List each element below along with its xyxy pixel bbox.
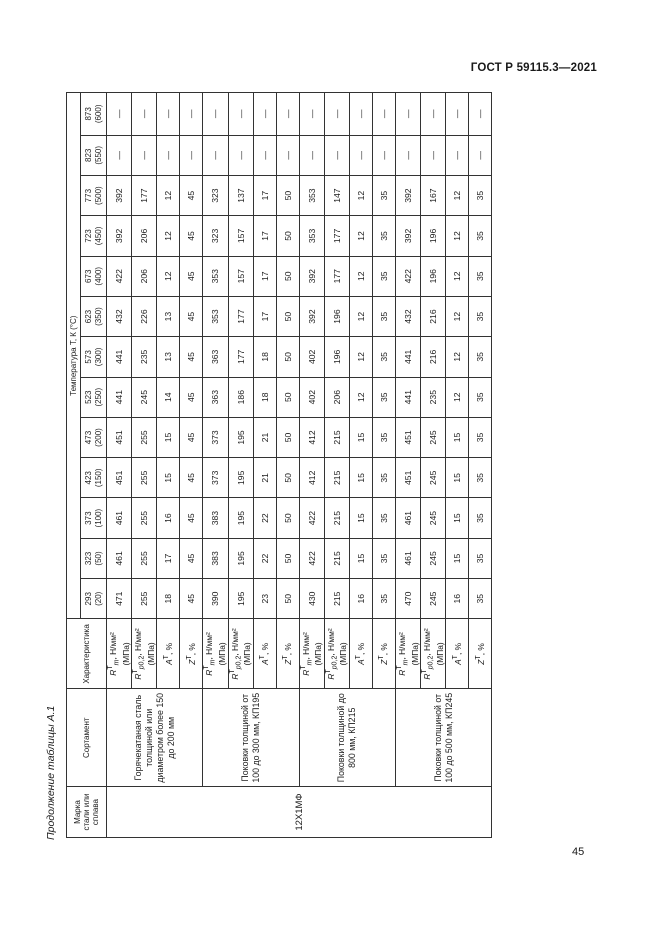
value-cell: 353 bbox=[299, 216, 324, 256]
value-cell: 392 bbox=[107, 216, 132, 256]
value-cell: 12 bbox=[157, 216, 180, 256]
value-cell: 21 bbox=[253, 417, 276, 457]
grade-cell: 12Х1МФ bbox=[107, 787, 492, 838]
value-cell: 245 bbox=[421, 417, 446, 457]
value-cell: 235 bbox=[132, 337, 157, 377]
value-cell: 14 bbox=[157, 377, 180, 417]
characteristic-cell: $R^T_m$, Н/мм² (МПа) bbox=[107, 619, 132, 689]
value-cell: — bbox=[396, 135, 421, 175]
value-cell: 215 bbox=[324, 538, 349, 578]
value-cell: 195 bbox=[228, 458, 253, 498]
value-cell: 16 bbox=[446, 579, 469, 619]
value-cell: 353 bbox=[203, 296, 228, 336]
value-cell: 15 bbox=[446, 417, 469, 457]
value-cell: 13 bbox=[157, 296, 180, 336]
value-cell: 15 bbox=[446, 458, 469, 498]
page-number: 45 bbox=[572, 846, 585, 858]
value-cell: 35 bbox=[469, 175, 492, 215]
characteristic-cell: $R^T_{p0,2}$, Н/мм² (МПа) bbox=[228, 619, 253, 689]
value-cell: 50 bbox=[276, 216, 299, 256]
value-cell: 215 bbox=[324, 579, 349, 619]
value-cell: 471 bbox=[107, 579, 132, 619]
value-cell: 45 bbox=[180, 256, 203, 296]
table-caption: Продолжение таблицы А.1 bbox=[45, 705, 57, 840]
characteristic-cell: $A^T$, % bbox=[157, 619, 180, 689]
temperature-header: 423 (150) bbox=[81, 458, 107, 498]
value-cell: 195 bbox=[228, 498, 253, 538]
value-cell: 12 bbox=[350, 296, 373, 336]
value-cell: 432 bbox=[396, 296, 421, 336]
value-cell: 451 bbox=[107, 458, 132, 498]
value-cell: 15 bbox=[350, 498, 373, 538]
value-cell: — bbox=[299, 135, 324, 175]
standard-header: ГОСТ Р 59115.3—2021 bbox=[470, 62, 597, 74]
temperature-header: 573 (300) bbox=[81, 337, 107, 377]
value-cell: 17 bbox=[253, 296, 276, 336]
value-cell: 50 bbox=[276, 538, 299, 578]
characteristic-cell: $R^T_m$, Н/мм² (МПа) bbox=[203, 619, 228, 689]
temperature-header: 293 (20) bbox=[81, 579, 107, 619]
characteristic-cell: $A^T$, % bbox=[350, 619, 373, 689]
value-cell: — bbox=[421, 93, 446, 136]
value-cell: 35 bbox=[469, 256, 492, 296]
value-cell: 451 bbox=[396, 417, 421, 457]
value-cell: 196 bbox=[421, 216, 446, 256]
value-cell: 45 bbox=[180, 538, 203, 578]
header-grade: Марка стали или сплава bbox=[67, 787, 107, 838]
value-cell: 15 bbox=[350, 417, 373, 457]
value-cell: 45 bbox=[180, 216, 203, 256]
value-cell: 390 bbox=[203, 579, 228, 619]
value-cell: 50 bbox=[276, 498, 299, 538]
value-cell: 392 bbox=[299, 296, 324, 336]
value-cell: 255 bbox=[132, 458, 157, 498]
value-cell: 195 bbox=[228, 417, 253, 457]
table-row bbox=[203, 93, 228, 838]
value-cell: 45 bbox=[180, 337, 203, 377]
value-cell: 21 bbox=[253, 458, 276, 498]
characteristic-cell: $A^T$, % bbox=[253, 619, 276, 689]
value-cell: 12 bbox=[350, 175, 373, 215]
value-cell: 45 bbox=[180, 579, 203, 619]
value-cell: — bbox=[203, 135, 228, 175]
value-cell: 216 bbox=[421, 296, 446, 336]
value-cell: 383 bbox=[203, 498, 228, 538]
value-cell: 461 bbox=[396, 538, 421, 578]
value-cell: — bbox=[373, 93, 396, 136]
value-cell: 35 bbox=[373, 417, 396, 457]
value-cell: 12 bbox=[446, 296, 469, 336]
value-cell: 245 bbox=[421, 579, 446, 619]
value-cell: 35 bbox=[373, 498, 396, 538]
value-cell: 441 bbox=[396, 377, 421, 417]
value-cell: 16 bbox=[350, 579, 373, 619]
characteristic-cell: $R^T_{p0,2}$, Н/мм² (МПа) bbox=[421, 619, 446, 689]
assortment-cell: Поковки толщиной от 100 до 300 мм, КП195 bbox=[203, 689, 299, 787]
value-cell: 430 bbox=[299, 579, 324, 619]
value-cell: — bbox=[446, 93, 469, 136]
value-cell: 255 bbox=[132, 417, 157, 457]
value-cell: 245 bbox=[421, 538, 446, 578]
value-cell: 206 bbox=[324, 377, 349, 417]
value-cell: 35 bbox=[469, 498, 492, 538]
value-cell: 35 bbox=[373, 216, 396, 256]
value-cell: — bbox=[276, 93, 299, 136]
value-cell: 373 bbox=[203, 417, 228, 457]
value-cell: 363 bbox=[203, 337, 228, 377]
assortment-cell: Поковки толщиной от 100 до 500 мм, КП245 bbox=[396, 689, 492, 787]
value-cell: 245 bbox=[421, 458, 446, 498]
value-cell: 215 bbox=[324, 458, 349, 498]
value-cell: 157 bbox=[228, 216, 253, 256]
value-cell: 12 bbox=[350, 377, 373, 417]
temperature-header: 323 (50) bbox=[81, 538, 107, 578]
value-cell: 50 bbox=[276, 417, 299, 457]
value-cell: — bbox=[180, 93, 203, 136]
value-cell: 206 bbox=[132, 216, 157, 256]
value-cell: — bbox=[180, 135, 203, 175]
value-cell: — bbox=[107, 93, 132, 136]
value-cell: 196 bbox=[324, 296, 349, 336]
value-cell: 15 bbox=[157, 458, 180, 498]
value-cell: 255 bbox=[132, 538, 157, 578]
value-cell: 12 bbox=[446, 337, 469, 377]
characteristic-cell: $R^T_{p0,2}$, Н/мм² (МПа) bbox=[132, 619, 157, 689]
value-cell: 412 bbox=[299, 417, 324, 457]
value-cell: — bbox=[228, 93, 253, 136]
value-cell: 323 bbox=[203, 175, 228, 215]
value-cell: — bbox=[253, 93, 276, 136]
value-cell: 392 bbox=[299, 256, 324, 296]
characteristic-cell: $A^T$, % bbox=[446, 619, 469, 689]
value-cell: 255 bbox=[132, 579, 157, 619]
value-cell: — bbox=[396, 93, 421, 136]
value-cell: 50 bbox=[276, 175, 299, 215]
temperature-header: 723 (450) bbox=[81, 216, 107, 256]
value-cell: — bbox=[324, 135, 349, 175]
value-cell: 216 bbox=[421, 337, 446, 377]
value-cell: 50 bbox=[276, 458, 299, 498]
value-cell: — bbox=[132, 135, 157, 175]
value-cell: 167 bbox=[421, 175, 446, 215]
value-cell: 157 bbox=[228, 256, 253, 296]
value-cell: 45 bbox=[180, 175, 203, 215]
rotated-table-wrapper bbox=[66, 92, 486, 838]
temperature-header: 623 (350) bbox=[81, 296, 107, 336]
value-cell: 402 bbox=[299, 337, 324, 377]
value-cell: 177 bbox=[324, 216, 349, 256]
value-cell: 373 bbox=[203, 458, 228, 498]
value-cell: 461 bbox=[107, 498, 132, 538]
value-cell: 470 bbox=[396, 579, 421, 619]
value-cell: 50 bbox=[276, 377, 299, 417]
value-cell: 422 bbox=[299, 538, 324, 578]
value-cell: 45 bbox=[180, 296, 203, 336]
value-cell: 22 bbox=[253, 498, 276, 538]
value-cell: 15 bbox=[157, 417, 180, 457]
value-cell: 15 bbox=[350, 458, 373, 498]
value-cell: 226 bbox=[132, 296, 157, 336]
table-row bbox=[299, 93, 324, 838]
value-cell: — bbox=[132, 93, 157, 136]
value-cell: 461 bbox=[107, 538, 132, 578]
value-cell: 35 bbox=[373, 538, 396, 578]
value-cell: 422 bbox=[107, 256, 132, 296]
value-cell: 353 bbox=[203, 256, 228, 296]
characteristic-cell: $R^T_{p0,2}$, Н/мм² (МПа) bbox=[324, 619, 349, 689]
value-cell: 441 bbox=[107, 337, 132, 377]
value-cell: 177 bbox=[132, 175, 157, 215]
value-cell: 35 bbox=[469, 216, 492, 256]
header-assortment: Сортамент bbox=[67, 689, 107, 787]
value-cell: 196 bbox=[324, 337, 349, 377]
temperature-header: 523 (250) bbox=[81, 377, 107, 417]
value-cell: 177 bbox=[228, 337, 253, 377]
value-cell: 245 bbox=[421, 498, 446, 538]
value-cell: — bbox=[203, 93, 228, 136]
value-cell: 35 bbox=[469, 337, 492, 377]
value-cell: 392 bbox=[396, 175, 421, 215]
characteristic-cell: $Z^T$, % bbox=[373, 619, 396, 689]
value-cell: 422 bbox=[299, 498, 324, 538]
value-cell: 16 bbox=[157, 498, 180, 538]
temperature-header: 873 (600) bbox=[81, 93, 107, 136]
value-cell: 353 bbox=[299, 175, 324, 215]
temperature-header: 473 (200) bbox=[81, 417, 107, 457]
value-cell: — bbox=[421, 135, 446, 175]
value-cell: 15 bbox=[350, 538, 373, 578]
value-cell: — bbox=[276, 135, 299, 175]
assortment-cell: Поковки толщиной до 800 мм, КП215 bbox=[299, 689, 395, 787]
characteristic-cell: $R^T_m$, Н/мм² (МПа) bbox=[396, 619, 421, 689]
value-cell: 18 bbox=[253, 377, 276, 417]
value-cell: 17 bbox=[253, 175, 276, 215]
value-cell: 22 bbox=[253, 538, 276, 578]
value-cell: 15 bbox=[446, 538, 469, 578]
value-cell: 195 bbox=[228, 579, 253, 619]
value-cell: 12 bbox=[446, 216, 469, 256]
value-cell: 23 bbox=[253, 579, 276, 619]
value-cell: 392 bbox=[396, 216, 421, 256]
value-cell: 45 bbox=[180, 377, 203, 417]
value-cell: 17 bbox=[157, 538, 180, 578]
value-cell: 35 bbox=[469, 579, 492, 619]
value-cell: 255 bbox=[132, 498, 157, 538]
value-cell: — bbox=[299, 93, 324, 136]
value-cell: — bbox=[350, 135, 373, 175]
value-cell: — bbox=[469, 93, 492, 136]
value-cell: — bbox=[157, 93, 180, 136]
value-cell: 35 bbox=[373, 458, 396, 498]
value-cell: 432 bbox=[107, 296, 132, 336]
value-cell: 13 bbox=[157, 337, 180, 377]
value-cell: 147 bbox=[324, 175, 349, 215]
value-cell: 35 bbox=[469, 538, 492, 578]
value-cell: — bbox=[373, 135, 396, 175]
value-cell: 35 bbox=[373, 256, 396, 296]
temperature-header: 773 (500) bbox=[81, 175, 107, 215]
value-cell: 215 bbox=[324, 417, 349, 457]
assortment-cell: Горячекатаная сталь толщиной или диаметром более 150 до 200 мм bbox=[107, 689, 203, 787]
value-cell: 441 bbox=[107, 377, 132, 417]
value-cell: — bbox=[157, 135, 180, 175]
value-cell: 50 bbox=[276, 579, 299, 619]
value-cell: 12 bbox=[446, 377, 469, 417]
value-cell: 35 bbox=[469, 458, 492, 498]
value-cell: — bbox=[469, 135, 492, 175]
value-cell: 412 bbox=[299, 458, 324, 498]
value-cell: 451 bbox=[107, 417, 132, 457]
value-cell: — bbox=[228, 135, 253, 175]
value-cell: 177 bbox=[228, 296, 253, 336]
value-cell: 12 bbox=[350, 216, 373, 256]
value-cell: 35 bbox=[373, 337, 396, 377]
value-cell: 12 bbox=[446, 256, 469, 296]
value-cell: 383 bbox=[203, 538, 228, 578]
value-cell: 392 bbox=[107, 175, 132, 215]
value-cell: 18 bbox=[253, 337, 276, 377]
value-cell: 186 bbox=[228, 377, 253, 417]
characteristic-cell: $Z^T$, % bbox=[180, 619, 203, 689]
value-cell: 245 bbox=[132, 377, 157, 417]
value-cell: 137 bbox=[228, 175, 253, 215]
value-cell: 17 bbox=[253, 216, 276, 256]
value-cell: 35 bbox=[373, 579, 396, 619]
characteristic-cell: $R^T_m$, Н/мм² (МПа) bbox=[299, 619, 324, 689]
value-cell: 45 bbox=[180, 498, 203, 538]
value-cell: 195 bbox=[228, 538, 253, 578]
value-cell: 15 bbox=[446, 498, 469, 538]
value-cell: 45 bbox=[180, 417, 203, 457]
value-cell: — bbox=[107, 135, 132, 175]
table-body bbox=[107, 93, 492, 838]
header-temperature-group: Температура T, К (°С) bbox=[67, 93, 81, 619]
value-cell: 363 bbox=[203, 377, 228, 417]
value-cell: 35 bbox=[373, 175, 396, 215]
value-cell: 402 bbox=[299, 377, 324, 417]
value-cell: 215 bbox=[324, 498, 349, 538]
value-cell: — bbox=[446, 135, 469, 175]
temperature-header: 823 (550) bbox=[81, 135, 107, 175]
value-cell: 12 bbox=[157, 256, 180, 296]
value-cell: 35 bbox=[373, 377, 396, 417]
characteristic-cell: $Z^T$, % bbox=[276, 619, 299, 689]
value-cell: 12 bbox=[157, 175, 180, 215]
temperature-header: 673 (400) bbox=[81, 256, 107, 296]
value-cell: 422 bbox=[396, 256, 421, 296]
value-cell: 177 bbox=[324, 256, 349, 296]
value-cell: 206 bbox=[132, 256, 157, 296]
value-cell: — bbox=[324, 93, 349, 136]
value-cell: 50 bbox=[276, 337, 299, 377]
value-cell: — bbox=[350, 93, 373, 136]
value-cell: 45 bbox=[180, 458, 203, 498]
value-cell: 35 bbox=[469, 296, 492, 336]
value-cell: 451 bbox=[396, 458, 421, 498]
value-cell: 441 bbox=[396, 337, 421, 377]
value-cell: 12 bbox=[446, 175, 469, 215]
table-row bbox=[107, 93, 132, 838]
value-cell: 17 bbox=[253, 256, 276, 296]
temperature-header: 373 (100) bbox=[81, 498, 107, 538]
value-cell: 50 bbox=[276, 256, 299, 296]
value-cell: 50 bbox=[276, 296, 299, 336]
properties-table bbox=[66, 92, 492, 838]
value-cell: 12 bbox=[350, 337, 373, 377]
characteristic-cell: $Z^T$, % bbox=[469, 619, 492, 689]
value-cell: 35 bbox=[373, 296, 396, 336]
value-cell: 18 bbox=[157, 579, 180, 619]
value-cell: 235 bbox=[421, 377, 446, 417]
value-cell: 196 bbox=[421, 256, 446, 296]
value-cell: — bbox=[253, 135, 276, 175]
header-characteristic: Характеристика bbox=[67, 619, 107, 689]
value-cell: 35 bbox=[469, 377, 492, 417]
value-cell: 461 bbox=[396, 498, 421, 538]
value-cell: 35 bbox=[469, 417, 492, 457]
value-cell: 12 bbox=[350, 256, 373, 296]
value-cell: 323 bbox=[203, 216, 228, 256]
table-row bbox=[396, 93, 421, 838]
